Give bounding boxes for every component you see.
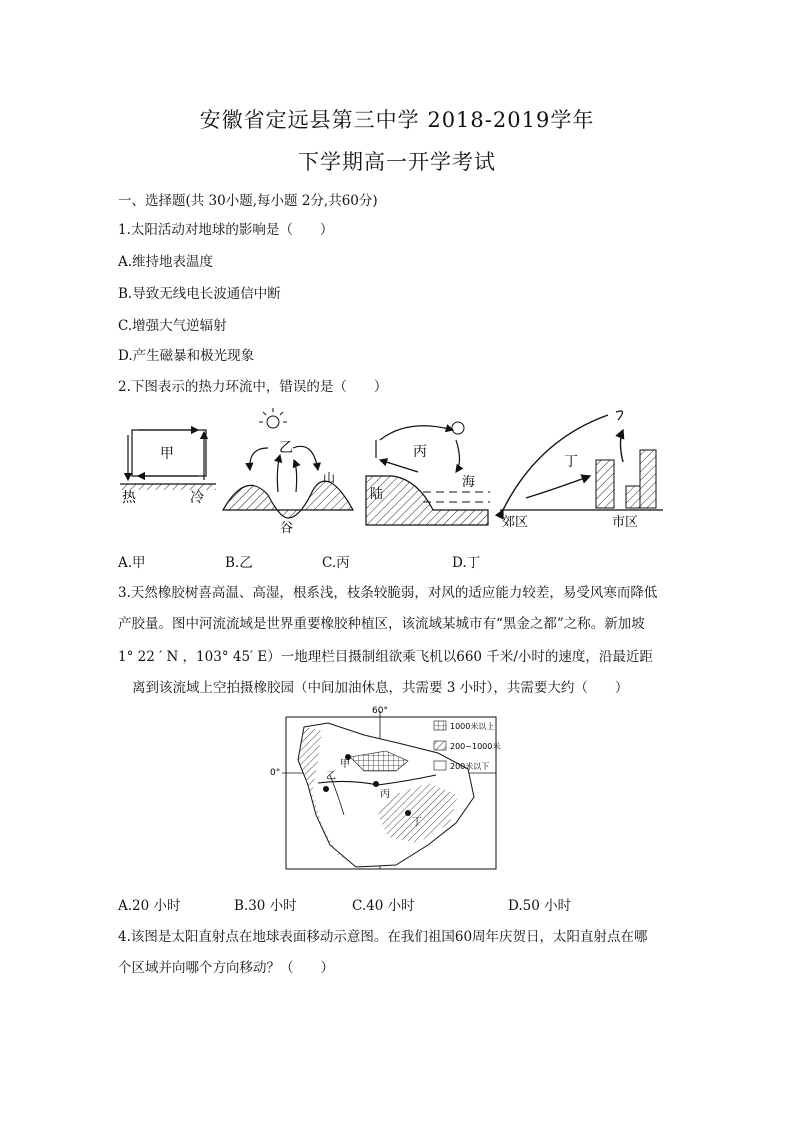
q2-option-d: D.丁 (452, 555, 481, 571)
panel-yi (223, 408, 353, 536)
sun-icon (267, 416, 279, 428)
panel-jia (120, 430, 216, 506)
q1-option-c: C.增强大气逆辐射 (118, 318, 227, 334)
label-gu: 谷 (280, 521, 294, 536)
label-shan: 山 (323, 471, 336, 485)
q1-option-b: B.导致无线电长波通信中断 (118, 286, 281, 302)
label-lu: 陆 (370, 487, 384, 502)
q1-stem: 1.太阳活动对地球的影响是（ ） (118, 222, 334, 238)
map-label-bing: 丙 (380, 789, 390, 800)
label-re: 热 (122, 490, 136, 506)
label-leng: 冷 (190, 490, 204, 506)
label-bing: 丙 (413, 444, 427, 460)
title-line-1: 安徽省定远县第三中学 2018-2019学年 (199, 108, 595, 132)
q1-option-a: A.维持地表温度 (118, 254, 214, 270)
title-line-2: 下学期高一开学考试 (298, 150, 496, 174)
label-ding: 丁 (564, 454, 578, 470)
legend-2: 200~1000米 (450, 742, 501, 751)
label-hai: 海 (462, 475, 476, 490)
sun-icon-2 (452, 422, 464, 434)
label-jia: 甲 (160, 446, 174, 462)
label-shiqu: 市区 (612, 515, 639, 530)
q2-option-c: C.丙 (322, 555, 350, 571)
thermal-circulation-figure (118, 400, 678, 540)
q3-option-d: D.50 小时 (508, 898, 572, 914)
label-yi: 乙 (279, 440, 293, 456)
q3-option-a: A.20 小时 (118, 898, 181, 914)
q3-stem-line-1: 3.天然橡胶树喜高温、高湿，根系浅，枝条较脆弱，对风的适应能力较差，易受风寒而降低 (118, 585, 658, 601)
q3-option-b: B.30 小时 (234, 898, 297, 914)
map-label-yi: 乙 (326, 771, 336, 782)
section-heading: 一、选择题(共 30小题,每小题 2分,共60分) (118, 193, 378, 209)
legend-1: 1000米以上 (450, 722, 495, 731)
map-label-jia: 甲 (340, 759, 350, 770)
q4-stem-line-1: 4.该图是太阳直射点在地球表面移动示意图。在我们祖国60周年庆贺日，太阳直射点在哪 (118, 929, 648, 945)
q1-option-d: D.产生磁暴和极光现象 (118, 348, 255, 364)
q3-option-c: C.40 小时 (352, 898, 415, 914)
panel-bing (366, 422, 490, 525)
label-jiaoqu: 郊区 (502, 515, 529, 530)
q2-option-b: B.乙 (225, 555, 253, 571)
legend-3: 200米以下 (450, 762, 490, 771)
q2-option-a: A.甲 (118, 555, 146, 571)
label-lat0: 0° (270, 768, 281, 778)
q3-stem-line-2: 产胶量。图中河流流域是世界重要橡胶种植区，该流域某城市有“黑金之都”之称。新加坡 (118, 616, 645, 632)
panel-ding (500, 411, 663, 530)
q4-stem-line-2: 个区域并向哪个方向移动？（ ） (118, 960, 334, 976)
q3-stem-line-3: 1° 22 ′ N ，103° 45′ E）一地理栏目摄制组欲乘飞机以660 千米/小时的速度，沿最近距 (118, 649, 653, 665)
q3-stem-line-4: 离到该流域上空拍摄橡胶园（中间加油休息，共需要 3 小时），共需要大约（ ） (132, 680, 629, 696)
south-america-map (268, 705, 513, 875)
label-lon60: 60° (372, 706, 388, 716)
map-label-ding: 丁 (412, 817, 422, 828)
q2-stem: 2.下图表示的热力环流中，错误的是（ ） (118, 379, 388, 395)
